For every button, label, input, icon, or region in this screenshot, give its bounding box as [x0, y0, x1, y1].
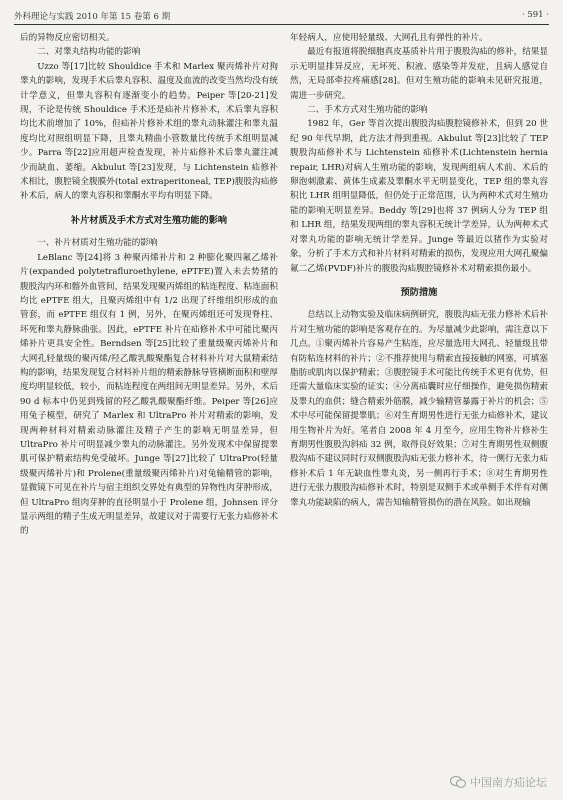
watermark — [450, 774, 547, 790]
page-number: · 591 · — [521, 10, 549, 20]
paragraph: 最近有报道将脱细胞真皮基质补片用于腹股沟疝的修补，结果显示无明显排异反应，无坏死、积液、感染等并发症，且病人感觉自然，无局部牵拉疼痛感[28]。但对生殖功能的影响未见研究报道，需进一步研究。 — [290, 47, 548, 101]
section-title: 补片材质及手术方式对生殖功能的影响 — [70, 214, 228, 226]
journal-info: 外科理论与实践 2010 年第 15 卷第 6 期 — [14, 12, 171, 22]
paragraph: LeBlanc 等[24]将 3 种聚丙烯补片和 2 种膨化聚四氟乙烯补片(expanded polytetrafluroethylene, ePTFE)置入未去势猪的腹股沟内环和髂外血管间，结果发现聚丙烯组的粘连程度、粘连面积均比 ePTFE 组大，且聚丙烯组中有 1/2 出现了纤维组织形成的血管套，而 ePTFE 组仅有 1 例，另外，在聚丙烯组还可发现脊柱、坏死和睾丸静脉曲张。因此，ePTFE 补片在疝修补术中可能比聚丙烯补片更具安全性。Berndsen 等[25]比较了重量级聚丙烯补片和大网孔轻量级的聚丙烯/羟乙酸乳酸聚酯复合材料补片对大鼠精索结构的影响，结果发现复合材料补片组的精索静脉导管横断面积和壁厚度均明显较低，较小，而粘连程度在两组间无明显差异。另外，术后 90 d 标本中仍见到残留的羟乙酸乳酸聚酯纤维。Peiper 等[26]应用兔子模型，研究了 Marlex 和 UltraPro 补片对精索的影响，发现两种材料对精索动脉灌注及精子产生的影响无明显差异，但 UltraPro 补片可明显减少睾丸的动脉灌注。另外发现术中保留提睾肌可保护精索结构免受破坏。Junge 等[27]比较了 UltraPro(轻量级聚丙烯补片)和 Prolene(重量级聚丙烯补片)对兔输精管的影响，显微镜下可见在补片与宿主组织交界处有典型的异物性肉芽肿形成，但 UltraPro 组肉芽肿的直径明显小于 Prolene 组，Johnsen 评分显示两组的精子生成无明显差异，故建议对于需要行无张力疝修补术的 — [20, 252, 278, 537]
subheading: 二、手术方式对生殖功能的影响 — [307, 105, 428, 116]
right-column — [290, 31, 548, 510]
paragraph: 年轻病人，应使用轻量级、大网孔且有弹性的补片。 — [290, 33, 488, 43]
header-rule — [14, 24, 549, 25]
left-column — [20, 31, 278, 539]
wechat-icon — [450, 776, 466, 788]
section-title: 预防措施 — [400, 286, 438, 298]
paragraph: 总结以上动物实验及临床病例研究，腹股沟疝无张力修补术后补片对生殖功能的影响是客观存在的。为尽量减少此影响，需注意以下几点。①聚丙烯补片容易产生粘连，应尽量选用大网孔、轻量级且带有防粘连材料的补片；②不推荐使用与精索直接接触的网塞，可填塞脂肪或肌肉以保护精索；③腹腔镜手术可能比传统手术更有优势，但还需大量临床实验的证实；④分离疝囊时应仔细操作，避免损伤精索及睾丸的血供；缝合精索外筋膜，减少输精管暴露于补片的机会；⑤术中尽可能保留提睾肌；⑥对生育期男性进行无张力疝修补术，建议用生物补片为好。笔者自 2008 年 4 月至今，应用生物补片修补生育期男性腹股沟斜疝 32 例，取得良好效果；⑦对生育期男性双侧腹股沟疝不建议同时行双侧腹股沟疝无张力修补术，待一侧行无张力疝修补术后 1 年无缺血性睾丸炎，另一侧再行手术；⑧对生育期男性进行无张力腹股沟疝修补术时，特别是双侧手术或单侧手术伴有对侧睾丸功能缺陷的病人，需告知输精管损伤的潜在风险。如出现输 — [290, 310, 548, 508]
subheading: 二、对睾丸结构功能的影响 — [37, 47, 141, 58]
paragraph: 1982 年，Ger 等首次提出腹股沟疝腹腔镜修补术，但到 20 世纪 90 年代早期，此方法才得到重视。Akbulut 等[23]比较了 TEP 腹股沟疝修补术与 Lichtenstein 疝修补术(Lichtenstein hernia repair, LHR)对病人生殖功能的影响，发现两组病人术前、术后的卵泡刺激素、黄体生成素及睾酮水平无明显变化，TEP 组的睾丸容积比 LHR 组明显降低，但仍处于正常范围，认为两种术式对生殖功能的影响无明显差异。Beddy 等[29]也将 37 例病人分为 TEP 组和 LHR 组，结果发现两组的睾丸容积无统计学差异，认为两种术式对睾丸功能的影响无统计学差异。Junge 等最近以猪作为实验对象，分析了手术方式和补片材料对精索的损伤，发现应用大网孔聚偏氟二乙烯(PVDF)补片的腹股沟疝腹腔镜修补术对精索损伤最小。 — [290, 119, 548, 274]
watermark-text: 中国南方疝论坛 — [470, 776, 547, 789]
subheading: 一、补片材质对生殖功能的影响 — [37, 238, 158, 249]
paragraph: 后的异物反应密切相关。 — [20, 33, 115, 43]
paragraph: Uzzo 等[17]比较 Shouldice 手术和 Marlex 聚丙烯补片对狗睾丸的影响，发现手术后睾丸容积、温度及血流的改变当然均没有统计学意义，但睾丸容积有逐渐变小的趋势。Peiper 等[20-21]发现，不论是传统 Shouldice 手术还是疝补片修补术，术后睾丸容积均比术前增加了 10%，但疝补片修补术组的睾丸动脉灌注和睾丸温度均比对照组明显下降，且睾丸精曲小管数量比传统手术组明显减少。Parra 等[22]应用超声检查发现，补片疝修补术后睾丸灌注减少而缺血、萎缩。Akbulut 等[23]发现，与 Lichtenstein 疝修补术相比，腹腔镜全腹膜外(total extraperitoneal, TEP)腹股沟疝修补术后，病人的睾丸容积和睾酮水平均有明显下降。 — [20, 61, 278, 202]
